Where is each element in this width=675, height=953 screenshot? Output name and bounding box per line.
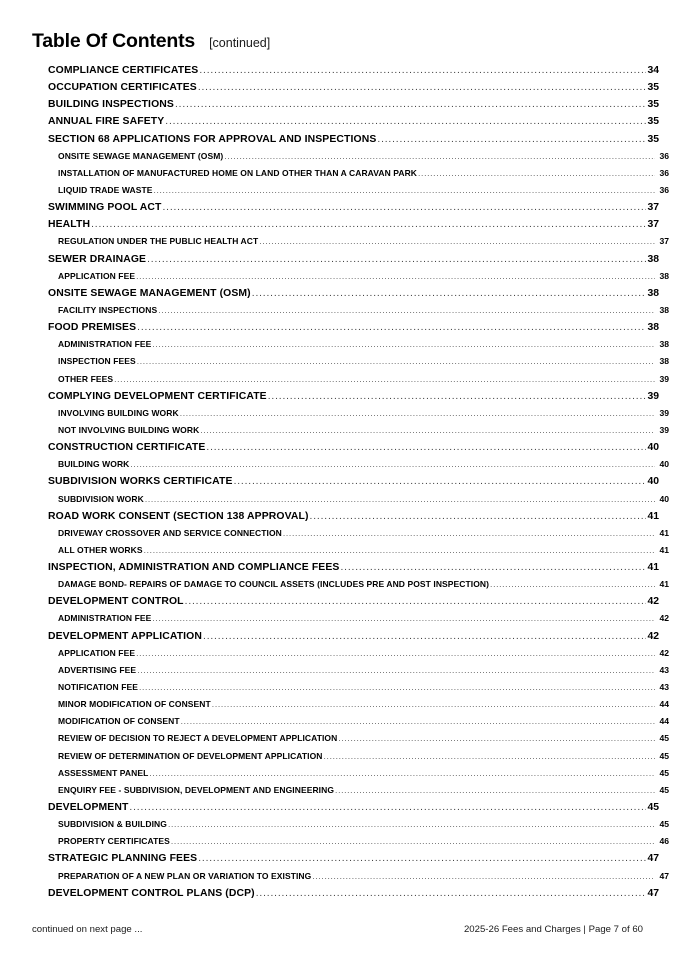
toc-entry-label: MINOR MODIFICATION OF CONSENT	[58, 699, 211, 710]
toc-dot-leader	[234, 473, 647, 490]
toc-dot-leader	[136, 268, 655, 285]
toc-entry-page-number: 40	[659, 459, 669, 470]
toc-dot-leader	[129, 799, 646, 816]
toc-dot-leader	[310, 508, 647, 525]
toc-entry-page-number: 38	[647, 287, 659, 299]
toc-entry-page-number: 35	[647, 82, 659, 94]
toc-entry[interactable]	[32, 885, 659, 902]
toc-entry[interactable]	[32, 525, 669, 542]
toc-dot-leader	[335, 782, 655, 799]
toc-dot-leader	[340, 559, 646, 576]
toc-entry-page-number: 41	[647, 510, 659, 522]
toc-entry[interactable]	[32, 850, 659, 867]
toc-entry[interactable]	[32, 336, 669, 353]
toc-entry-page-number: 37	[659, 236, 669, 247]
toc-dot-leader	[256, 885, 647, 902]
toc-dot-leader	[198, 79, 647, 96]
toc-dot-leader	[200, 422, 655, 439]
toc-entry[interactable]	[32, 799, 659, 816]
toc-entry[interactable]	[32, 662, 669, 679]
toc-entry[interactable]	[32, 405, 669, 422]
toc-dot-leader	[162, 199, 646, 216]
toc-entry-page-number: 37	[647, 219, 659, 231]
toc-entry-label: DEVELOPMENT CONTROL	[48, 596, 184, 608]
toc-entry-label: APPLICATION FEE	[58, 647, 136, 658]
toc-entry-label: SWIMMING POOL ACT	[48, 202, 162, 214]
toc-entry-label: ADVERTISING FEE	[58, 664, 137, 675]
toc-entry-label: ONSITE SEWAGE MANAGEMENT (OSM)	[58, 150, 224, 161]
toc-entry[interactable]	[32, 679, 669, 696]
toc-entry[interactable]	[32, 268, 669, 285]
toc-entry-label: ROAD WORK CONSENT (SECTION 138 APPROVAL)	[48, 510, 309, 522]
toc-dot-leader	[312, 868, 655, 885]
page-footer	[32, 924, 643, 935]
toc-entry[interactable]	[32, 816, 669, 833]
toc-dot-leader	[168, 816, 655, 833]
toc-entry-page-number: 45	[647, 802, 659, 814]
toc-entry[interactable]	[32, 508, 659, 525]
page-title: Table Of Contents	[32, 30, 196, 52]
toc-entry-page-number: 47	[647, 853, 659, 865]
toc-entry-label: ADMINISTRATION FEE	[58, 613, 152, 624]
toc-entry[interactable]	[32, 473, 659, 490]
toc-dot-leader	[171, 833, 656, 850]
toc-dot-leader	[153, 182, 655, 199]
toc-entry-page-number: 45	[659, 784, 669, 795]
toc-entry[interactable]	[32, 148, 669, 165]
toc-entry-label: FOOD PREMISES	[48, 322, 137, 334]
toc-dot-leader	[198, 850, 646, 867]
toc-dot-leader	[203, 628, 646, 645]
toc-entry[interactable]	[32, 628, 659, 645]
table-of-contents	[32, 62, 669, 902]
toc-entry[interactable]	[32, 302, 669, 319]
toc-entry[interactable]	[32, 645, 669, 662]
toc-entry-label: PREPARATION OF A NEW PLAN OR VARIATION TO EXISTING	[58, 870, 312, 881]
toc-entry-label: REVIEW OF DETERMINATION OF DEVELOPMENT APPLICATION	[58, 750, 323, 761]
toc-dot-leader	[175, 96, 646, 113]
toc-entry-label: INSPECTION FEES	[58, 356, 136, 367]
toc-entry[interactable]	[32, 713, 669, 730]
toc-dot-leader	[137, 319, 646, 336]
footer-page-info: 2025-26 Fees and Charges | Page 7 of 60	[463, 924, 643, 935]
toc-entry[interactable]	[32, 216, 659, 233]
toc-entry-page-number: 40	[647, 442, 659, 454]
toc-entry-label: INSTALLATION OF MANUFACTURED HOME ON LAND OTHER THAN A CARAVAN PARK	[58, 167, 418, 178]
toc-dot-leader	[114, 371, 655, 388]
toc-entry-label: INSPECTION, ADMINISTRATION AND COMPLIANCE FEES	[48, 562, 340, 574]
toc-entry[interactable]	[32, 319, 659, 336]
toc-entry-label: ANNUAL FIRE SAFETY	[48, 116, 165, 128]
toc-entry-label: DEVELOPMENT CONTROL PLANS (DCP)	[48, 887, 255, 899]
toc-entry-page-number: 35	[647, 133, 659, 145]
toc-entry-page-number: 45	[659, 819, 669, 830]
toc-entry[interactable]	[32, 285, 659, 302]
toc-entry-label: FACILITY INSPECTIONS	[58, 304, 158, 315]
toc-entry-page-number: 46	[659, 836, 669, 847]
toc-dot-leader	[206, 439, 646, 456]
toc-dot-leader	[283, 525, 656, 542]
toc-entry-label: REVIEW OF DECISION TO REJECT A DEVELOPMENT APPLICATION	[58, 733, 338, 744]
toc-entry-label: OCCUPATION CERTIFICATES	[48, 82, 197, 94]
toc-entry-page-number: 37	[647, 202, 659, 214]
toc-entry-label: APPLICATION FEE	[58, 270, 136, 281]
toc-entry[interactable]	[32, 456, 669, 473]
toc-entry-label: HEALTH	[48, 219, 91, 231]
toc-dot-leader	[268, 388, 647, 405]
toc-entry-page-number: 45	[659, 733, 669, 744]
toc-entry-label: CONSTRUCTION CERTIFICATE	[48, 442, 206, 454]
toc-entry-page-number: 45	[659, 767, 669, 778]
toc-entry-label: SUBDIVISION WORK	[58, 493, 144, 504]
toc-entry[interactable]	[32, 131, 659, 148]
toc-entry[interactable]	[32, 233, 669, 250]
toc-dot-leader	[199, 62, 646, 79]
toc-entry-label: ASSESSMENT PANEL	[58, 767, 149, 778]
toc-entry-page-number: 38	[659, 339, 669, 350]
toc-entry[interactable]	[32, 542, 669, 559]
toc-dot-leader	[145, 491, 656, 508]
toc-entry[interactable]	[32, 593, 659, 610]
toc-dot-leader	[324, 748, 656, 765]
toc-entry[interactable]	[32, 182, 669, 199]
toc-entry-label: STRATEGIC PLANNING FEES	[48, 853, 198, 865]
toc-entry-label: REGULATION UNDER THE PUBLIC HEALTH ACT	[58, 236, 259, 247]
toc-entry-page-number: 40	[659, 493, 669, 504]
toc-entry[interactable]	[32, 833, 669, 850]
toc-entry-page-number: 44	[659, 716, 669, 727]
toc-entry[interactable]	[32, 251, 659, 268]
toc-entry-label: BUILDING INSPECTIONS	[48, 99, 174, 111]
toc-entry-page-number: 47	[659, 870, 669, 881]
toc-entry-page-number: 39	[647, 390, 659, 402]
toc-entry-page-number: 42	[647, 596, 659, 608]
toc-entry[interactable]	[32, 559, 659, 576]
toc-entry-page-number: 43	[659, 682, 669, 693]
toc-dot-leader	[418, 165, 655, 182]
toc-dot-leader	[91, 216, 646, 233]
toc-entry-label: SEWER DRAINAGE	[48, 253, 147, 265]
toc-entry[interactable]	[32, 388, 659, 405]
toc-entry[interactable]	[32, 868, 669, 885]
toc-entry-page-number: 38	[659, 270, 669, 281]
toc-entry[interactable]	[32, 576, 669, 593]
toc-entry[interactable]	[32, 765, 669, 782]
toc-entry-label: ADMINISTRATION FEE	[58, 339, 152, 350]
toc-entry-page-number: 42	[659, 613, 669, 624]
toc-entry-page-number: 39	[659, 424, 669, 435]
toc-dot-leader	[338, 730, 655, 747]
toc-dot-leader	[144, 542, 656, 559]
toc-entry-page-number: 47	[647, 887, 659, 899]
toc-dot-leader	[181, 713, 656, 730]
toc-entry-page-number: 38	[659, 356, 669, 367]
toc-entry[interactable]	[32, 371, 669, 388]
toc-dot-leader	[165, 113, 646, 130]
toc-entry-label: MODIFICATION OF CONSENT	[58, 716, 180, 727]
toc-entry-label: COMPLYING DEVELOPMENT CERTIFICATE	[48, 390, 267, 402]
toc-entry-page-number: 43	[659, 664, 669, 675]
toc-dot-leader	[377, 131, 646, 148]
toc-dot-leader	[185, 593, 647, 610]
toc-entry[interactable]	[32, 696, 669, 713]
toc-entry-page-number: 35	[647, 116, 659, 128]
toc-entry-label: SUBDIVISION & BUILDING	[58, 819, 167, 830]
toc-entry[interactable]	[32, 96, 659, 113]
toc-entry-page-number: 36	[659, 184, 669, 195]
toc-entry-page-number: 41	[659, 579, 669, 590]
toc-dot-leader	[158, 302, 655, 319]
toc-entry-label: DAMAGE BOND- REPAIRS OF DAMAGE TO COUNCIL ASSETS (INCLUDES PRE AND POST INSPECTION)	[58, 579, 490, 590]
toc-entry-page-number: 42	[647, 630, 659, 642]
toc-entry-label: OTHER FEES	[58, 373, 114, 384]
footer-continued-note: continued on next page ...	[32, 924, 143, 935]
toc-entry-page-number: 38	[659, 304, 669, 315]
continued-label: [continued]	[209, 36, 271, 50]
toc-entry-label: NOTIFICATION FEE	[58, 682, 138, 693]
toc-entry-label: INVOLVING BUILDING WORK	[58, 407, 179, 418]
toc-dot-leader	[130, 456, 655, 473]
toc-dot-leader	[137, 662, 655, 679]
toc-dot-leader	[152, 611, 655, 628]
toc-entry[interactable]	[32, 79, 659, 96]
toc-entry-label: DEVELOPMENT	[48, 802, 129, 814]
toc-entry-label: NOT INVOLVING BUILDING WORK	[58, 424, 200, 435]
toc-dot-leader	[137, 353, 656, 370]
toc-dot-leader	[180, 405, 656, 422]
toc-entry-page-number: 44	[659, 699, 669, 710]
toc-entry[interactable]	[32, 748, 669, 765]
toc-entry-label: ONSITE SEWAGE MANAGEMENT (OSM)	[48, 287, 251, 299]
toc-entry-label: SECTION 68 APPLICATIONS FOR APPROVAL AND INSPECTIONS	[48, 133, 377, 145]
toc-entry[interactable]	[32, 730, 669, 747]
toc-entry-page-number: 41	[659, 527, 669, 538]
toc-entry-page-number: 45	[659, 750, 669, 761]
toc-entry-page-number: 41	[659, 544, 669, 555]
toc-entry-page-number: 36	[659, 167, 669, 178]
toc-entry[interactable]	[32, 422, 669, 439]
toc-entry[interactable]	[32, 439, 659, 456]
toc-entry-page-number: 39	[659, 373, 669, 384]
toc-entry-page-number: 36	[659, 150, 669, 161]
toc-entry-page-number: 40	[647, 476, 659, 488]
toc-entry-label: PROPERTY CERTIFICATES	[58, 836, 170, 847]
toc-dot-leader	[149, 765, 655, 782]
toc-entry-page-number: 38	[647, 322, 659, 334]
toc-entry-label: DEVELOPMENT APPLICATION	[48, 630, 203, 642]
toc-entry-page-number: 41	[647, 562, 659, 574]
toc-entry[interactable]	[32, 782, 669, 799]
toc-entry-page-number: 35	[647, 99, 659, 111]
toc-dot-leader	[259, 233, 655, 250]
toc-entry-page-number: 42	[659, 647, 669, 658]
toc-dot-leader	[252, 285, 647, 302]
toc-entry-page-number: 39	[659, 407, 669, 418]
toc-dot-leader	[490, 576, 655, 593]
toc-entry-label: COMPLIANCE CERTIFICATES	[48, 64, 199, 76]
toc-entry-page-number: 38	[647, 253, 659, 265]
toc-entry-label: SUBDIVISION WORKS CERTIFICATE	[48, 476, 233, 488]
toc-entry-label: BUILDING WORK	[58, 459, 130, 470]
toc-entry[interactable]	[32, 62, 659, 79]
toc-entry-page-number: 34	[647, 64, 659, 76]
toc-dot-leader	[212, 696, 656, 713]
toc-entry[interactable]	[32, 491, 669, 508]
toc-entry[interactable]	[32, 113, 659, 130]
toc-entry[interactable]	[32, 353, 669, 370]
toc-entry-label: ALL OTHER WORKS	[58, 544, 143, 555]
toc-dot-leader	[147, 251, 646, 268]
toc-dot-leader	[152, 336, 655, 353]
toc-entry[interactable]	[32, 611, 669, 628]
toc-entry[interactable]	[32, 165, 669, 182]
toc-entry-label: ENQUIRY FEE - SUBDIVISION, DEVELOPMENT AND ENGINEERING	[58, 784, 335, 795]
toc-dot-leader	[139, 679, 655, 696]
page-header	[32, 30, 270, 53]
toc-entry-label: DRIVEWAY CROSSOVER AND SERVICE CONNECTION	[58, 527, 282, 538]
toc-dot-leader	[224, 148, 655, 165]
toc-entry[interactable]	[32, 199, 659, 216]
toc-entry-label: LIQUID TRADE WASTE	[58, 184, 153, 195]
toc-dot-leader	[136, 645, 655, 662]
